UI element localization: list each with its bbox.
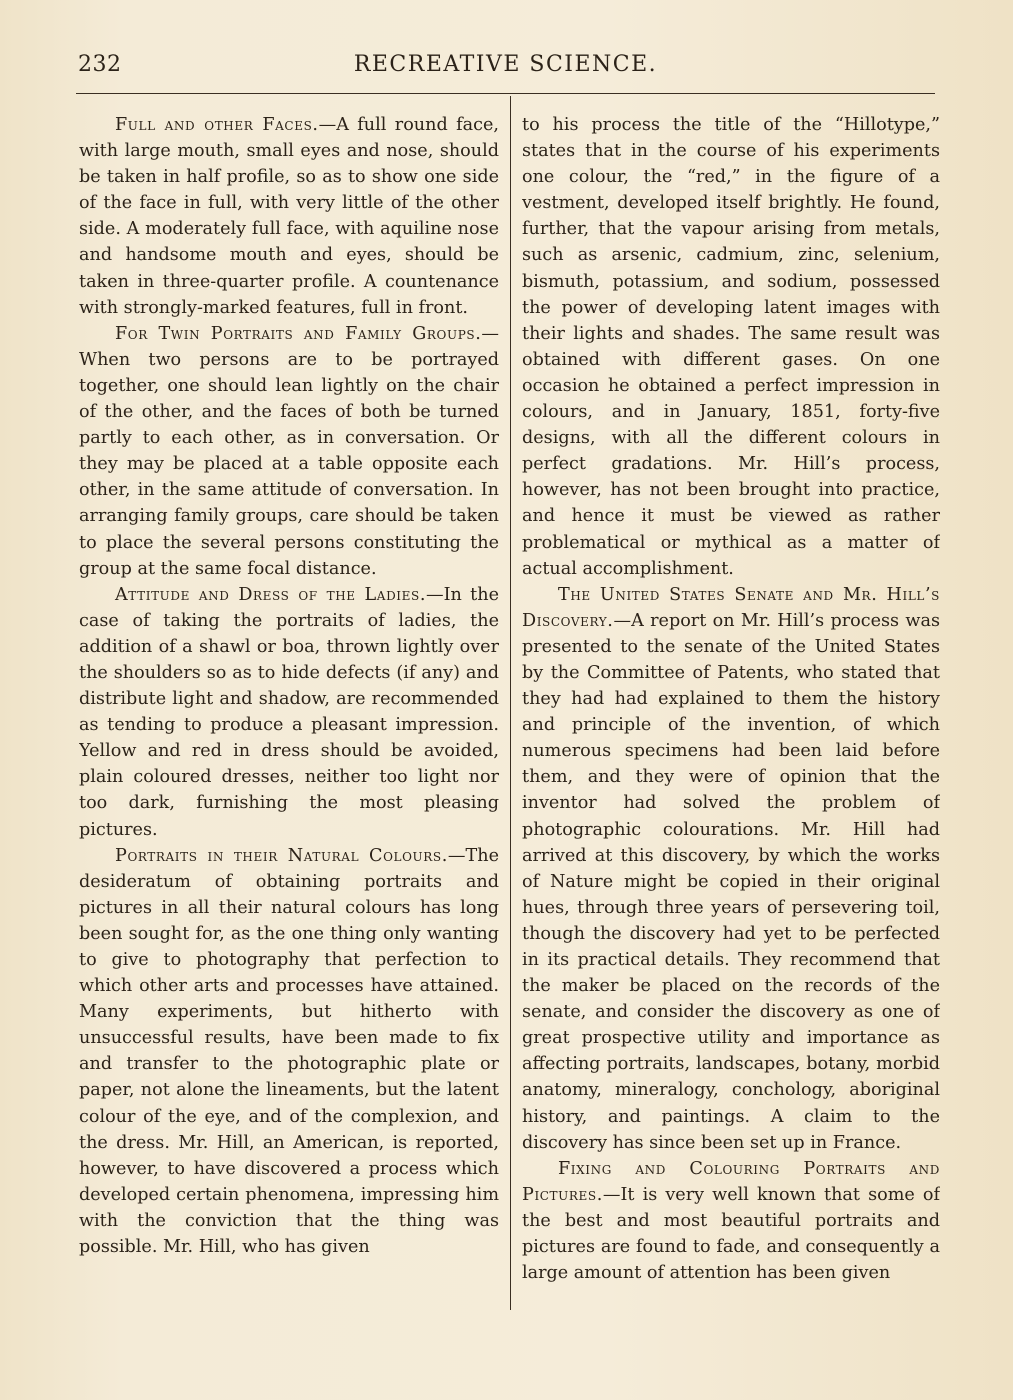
section-heading: The United States Senate and Mr. Hill’s Discovery.	[522, 584, 940, 631]
section-heading: Fixing and Colouring Portraits and Pictures.	[522, 1158, 940, 1205]
section-heading: Portraits in their Natural Colours.	[115, 845, 448, 866]
paragraph-text: —In the case of taking the portraits of ladies, the addition of a shawl or boa, thrown lightly over the shoulders so as to hide defects (if any) and distribute light and shadow, are recommended as tending to produce a pleasant impression. Yellow and red in dress should be avoided, plain coloured dresses, neither too light nor too dark, furnishing the most pleasing pictures.	[79, 584, 499, 840]
page-number: 232	[78, 52, 122, 77]
paragraph-senate	[522, 582, 940, 1156]
paragraph-full-faces	[79, 112, 499, 321]
running-title: RECREATIVE SCIENCE.	[353, 52, 658, 77]
paragraph-fixing-colouring	[522, 1156, 940, 1286]
section-heading: Attitude and Dress of the Ladies.	[115, 584, 427, 605]
paragraph-twin-portraits	[79, 321, 499, 582]
paragraph-hillotype	[522, 112, 940, 582]
page-header	[78, 50, 933, 90]
section-heading: For Twin Portraits and Family Groups.	[115, 323, 482, 344]
paragraph-text: to his process the title of the “Hillotype,” states that in the course of his experiments one colour, the “red,” in the figure of a vestment, developed itself brightly. He found, further, that the vapour arising from metals, such as arsenic, cadmium, zinc, selenium, bismuth, potassium, and sodium, possessed the power of developing latent images with their lights and shades. The same result was obtained with different gases. On one occasion he obtained a perfect impression in colours, and in January, 1851, forty-five designs, with all the different colours in perfect gradations. Mr. Hill’s process, however, has not been brought into practice, and hence it must be viewed as rather problematical or mythical as a matter of actual accomplishment.	[522, 115, 940, 579]
header-rule	[76, 93, 935, 94]
left-column	[79, 112, 499, 1322]
paragraph-ladies-dress	[79, 582, 499, 843]
paragraph-text: —A report on Mr. Hill’s process was presented to the senate of the United States by the Committee of Patents, who stated that they had had explained to them the history and principle of the invention, of which numerous specimens had been laid before them, and they were of opinion that the inventor had solved the problem of photographic colourations. Mr. Hill had arrived at this discovery, by which the works of Nature might be copied in their original hues, through three years of persevering toil, though the discovery had yet to be perfected in its practical details. They recommend that the maker be placed on the records of the senate, and consider the discovery as one of great prospective utility and importance as affecting portraits, landscapes, botany, morbid anatomy, mineralogy, conchology, aboriginal history, and paintings. A claim to the discovery has since been set up in France.	[522, 610, 940, 1153]
paragraph-text: —The desideratum of obtaining portraits and pictures in all their natural colours has long been sought for, as the one thing only wanting to give to photography that perfection to which other arts and processes have attained. Many experiments, but hitherto with unsuccessful results, have been made to fix and transfer to the photographic plate or paper, not alone the lineaments, but the latent colour of the eye, and of the complexion, and the dress. Mr. Hill, an American, is reported, however, to have discovered a process which developed certain phenomena, impressing him with the conviction that the thing was possible. Mr. Hill, who has given	[79, 845, 499, 1258]
paragraph-text: —A full round face, with large mouth, small eyes and nose, should be taken in half profile, so as to show one side of the face in full, with very little of the other side. A moderately full face, with aquiline nose and handsome mouth and eyes, should be taken in three-quarter profile. A countenance with strongly-marked features, full in front.	[79, 115, 499, 318]
paragraph-text: —When two persons are to be portrayed together, one should lean lightly on the chair of the other, and the faces of both be turned partly to each other, as in conversation. Or they may be placed at a table opposite each other, in the same attitude of conversation. In arranging family groups, care should be taken to place the several persons constituting the group at the same focal distance.	[79, 323, 499, 579]
right-column	[522, 112, 940, 1322]
paragraph-natural-colours	[79, 843, 499, 1261]
paragraph-text: —It is very well known that some of the best and most beautiful portraits and pictures are found to fade, and consequently a large amount of attention has been given	[522, 1184, 940, 1284]
section-heading: Full and other Faces.	[115, 115, 319, 135]
column-divider	[510, 96, 511, 1310]
